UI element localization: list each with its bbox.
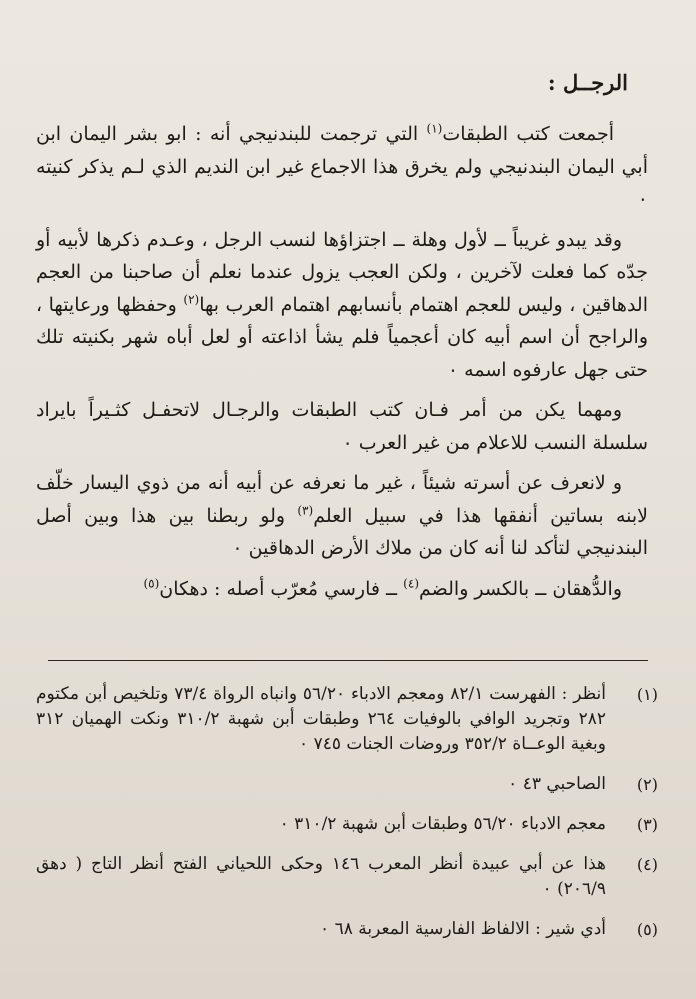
paragraph-text: والدُّهقان ــ بالكسر والضم <box>419 577 622 600</box>
footnote-text: أدي شير : الالفاظ الفارسية المعربة ٦٨ ٠ <box>320 919 606 939</box>
footnote-ref: (٢) <box>183 292 200 307</box>
section-heading: الرجــل : <box>547 70 628 95</box>
footnote-2 <box>36 772 658 797</box>
paragraph-text: التي ترجمت للبندنيجي أنه : ابو بشر اليمان ابن أبي اليمان البندنيجي ولم يخرق هذا الاجماع غير ابن النديم الذي لـم يذكر كنيته ٠ <box>36 123 648 210</box>
paragraph-text: وقد يبدو غريباً ــ لأول وهلة ــ اجتزاؤها لنسب الرجل ، وعـدم ذكرها لأبيه أو جدّه كما فعلت لآخرين ، ولكن العجب يزول عندما نعلم أن صاحبنا من العجم الدهاقين ، وليس للعجم اهتمام بأنسابهم اهتمام العرب بها <box>36 228 648 316</box>
footnote-number: (٤) <box>636 855 658 874</box>
paragraph-1 <box>36 118 648 216</box>
paragraph-2 <box>36 224 648 387</box>
footnote-ref: (٤) <box>403 576 419 591</box>
footnote-1 <box>36 682 658 757</box>
footnote-4 <box>36 852 658 902</box>
footnote-text: معجم الادباء ٥٦/٢٠ وطبقات أبن شهبة ٣١٠/٢ ٠ <box>279 814 606 834</box>
footnotes <box>36 682 658 957</box>
footnote-text: الصاحبي ٤٣ ٠ <box>508 774 606 794</box>
footnote-3 <box>36 812 658 837</box>
footnote-number: (٥) <box>636 920 658 939</box>
footnote-number: (١) <box>636 685 658 704</box>
paragraph-text: ــ فارسي مُعرّب أصله : دهكان <box>159 577 404 600</box>
paragraph-text: وحفظها ورعايتها ، والراجح أن اسم أبيه كان أعجمياً فلم يشأ اذاعته أو لعل أباه شهر بكنيته تلك حتى جهل عارفوه اسمه ٠ <box>36 293 648 381</box>
footnote-text: هذا عن أبي عبيدة أنظر المعرب ١٤٦ وحكى اللحياني الفتح أنظر التاج ( دهق ٢٠٦/٩) ٠ <box>36 854 607 899</box>
footnote-ref: (١) <box>426 121 443 136</box>
footnote-ref: (٥) <box>143 576 160 591</box>
footnote-divider <box>48 660 648 661</box>
footnote-text: أنظر : الفهرست ٨٢/١ ومعجم الادباء ٥٦/٢٠ وانباه الرواة ٧٣/٤ وتلخيص أبن مكتوم ٢٨٢ وتجريد الوافي بالوفيات ٢٦٤ وطبقات أبن شهبة ٣١٠/٢ ونكت الهميان ٣١٢ وبغية الوعــاة ٣٥٢/٢ وروضات الجنات ٧٤٥ ٠ <box>36 684 606 754</box>
paragraph-3 <box>36 394 648 459</box>
paragraph-5 <box>36 573 648 606</box>
paragraph-text: أجمعت كتب الطبقات <box>442 123 614 145</box>
paragraph-text: ومهما يكن من أمر فـان كتب الطبقات والرجـال لاتحفـل كثـيراً بايراد سلسلة النسب للاعلام من غير العرب ٠ <box>36 399 648 454</box>
paragraph-4 <box>36 467 648 565</box>
paragraph-text: ولو ربطنا بين هذا وبين أصل البندنيجي لتأكد لنا أنه كان من ملاك الأرض الدهاقين ٠ <box>36 504 648 559</box>
paragraph-text: و لانعرف عن أسرته شيئاً ، غير ما نعرفه عن أبيه أنه من ذوي اليسار خلّف لابنه بساتين أنفقها هذا في سبيل العلم <box>36 472 648 527</box>
footnote-5 <box>36 917 658 942</box>
footnote-number: (٢) <box>636 775 658 794</box>
footnote-number: (٣) <box>636 815 658 834</box>
body-text <box>36 118 648 613</box>
footnote-ref: (٣) <box>297 503 314 518</box>
